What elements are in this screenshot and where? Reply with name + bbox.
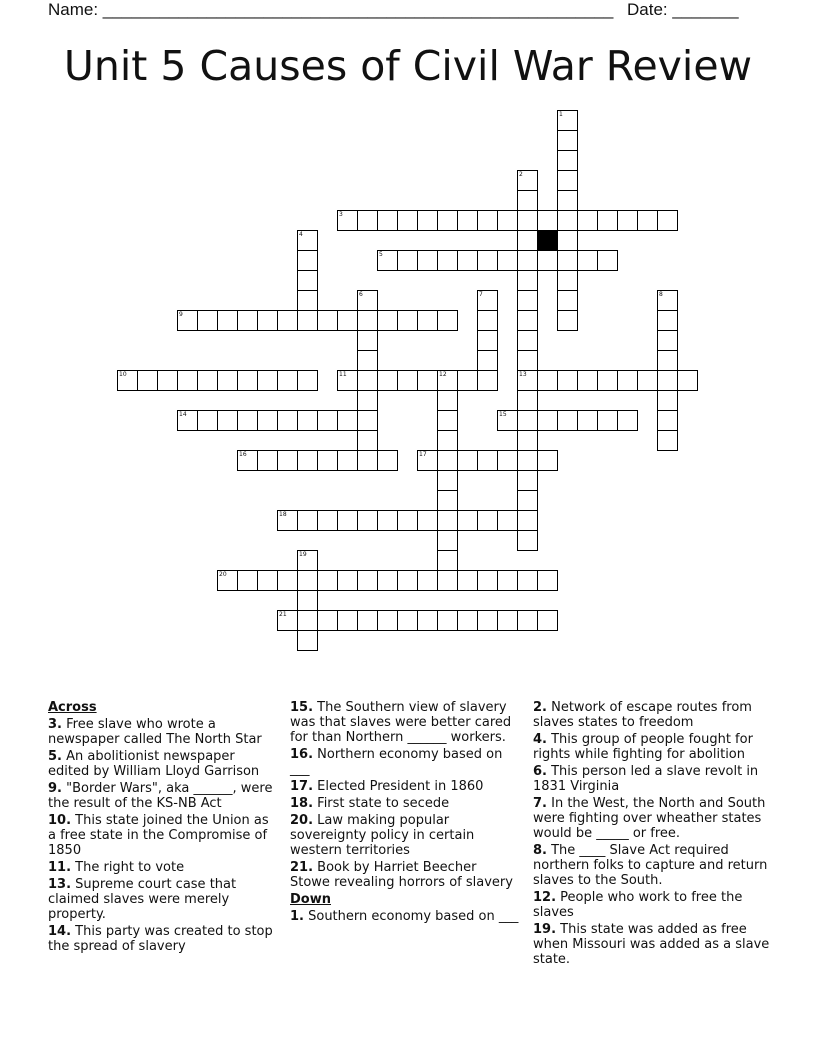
answer-cell[interactable]	[437, 370, 458, 391]
answer-cell[interactable]	[397, 250, 418, 271]
answer-cell[interactable]	[517, 210, 538, 231]
answer-cell[interactable]	[277, 570, 298, 591]
answer-cell[interactable]	[537, 570, 558, 591]
answer-cell[interactable]	[477, 330, 498, 351]
clue-number: 6.	[533, 764, 547, 779]
answer-cell[interactable]	[417, 210, 438, 231]
answer-cell[interactable]	[357, 290, 378, 311]
clue-column-3	[533, 700, 773, 969]
answer-cell[interactable]	[457, 250, 478, 271]
answer-cell[interactable]	[637, 210, 658, 231]
name-field-label: Name: ______________________________________________________	[48, 0, 614, 19]
clue-number: 13.	[48, 877, 72, 892]
answer-cell[interactable]	[437, 450, 458, 471]
down-clue-2	[533, 700, 773, 730]
answer-cell[interactable]	[457, 510, 478, 531]
answer-cell[interactable]	[397, 310, 418, 331]
answer-cell[interactable]	[217, 410, 238, 431]
clue-number: 9	[179, 311, 183, 318]
answer-cell[interactable]	[297, 230, 318, 251]
answer-cell[interactable]	[657, 370, 678, 391]
answer-cell[interactable]	[437, 530, 458, 551]
answer-cell[interactable]	[357, 370, 378, 391]
answer-cell[interactable]	[437, 510, 458, 531]
answer-cell[interactable]	[317, 410, 338, 431]
answer-cell[interactable]	[457, 610, 478, 631]
answer-cell[interactable]	[417, 510, 438, 531]
answer-cell[interactable]	[537, 410, 558, 431]
answer-cell[interactable]	[477, 210, 498, 231]
clue-number: 12.	[533, 890, 557, 905]
answer-cell[interactable]	[397, 510, 418, 531]
answer-cell[interactable]	[557, 370, 578, 391]
answer-cell[interactable]	[657, 310, 678, 331]
answer-cell[interactable]	[517, 290, 538, 311]
clue-number: 17	[419, 451, 427, 458]
answer-cell[interactable]	[117, 370, 138, 391]
clue-number: 19.	[533, 922, 557, 937]
clue-number: 9.	[48, 781, 62, 796]
clue-number: 20.	[290, 813, 314, 828]
answer-cell[interactable]	[457, 450, 478, 471]
clue-text: Northern economy based on ___	[290, 747, 503, 777]
clue-column-1	[48, 700, 276, 956]
down-clue-12	[533, 890, 773, 920]
answer-cell[interactable]	[437, 490, 458, 511]
answer-cell[interactable]	[497, 450, 518, 471]
answer-cell[interactable]	[257, 310, 278, 331]
answer-cell[interactable]	[297, 630, 318, 651]
answer-cell[interactable]	[557, 290, 578, 311]
clue-text: Law making popular sovereignty policy in certain western territories	[290, 813, 475, 858]
clue-number: 16	[239, 451, 247, 458]
answer-cell[interactable]	[397, 570, 418, 591]
black-square	[537, 230, 558, 251]
answer-cell[interactable]	[677, 370, 698, 391]
answer-cell[interactable]	[357, 390, 378, 411]
date-field-label: Date: _______	[627, 0, 739, 19]
clue-number: 21.	[290, 860, 314, 875]
across-clue-11	[48, 860, 276, 875]
answer-cell[interactable]	[357, 610, 378, 631]
clue-number: 5.	[48, 749, 62, 764]
answer-cell[interactable]	[417, 570, 438, 591]
clue-number: 20	[219, 571, 227, 578]
answer-cell[interactable]	[377, 570, 398, 591]
answer-cell[interactable]	[337, 210, 358, 231]
answer-cell[interactable]	[257, 370, 278, 391]
answer-cell[interactable]	[297, 550, 318, 571]
answer-cell[interactable]	[297, 290, 318, 311]
answer-cell[interactable]	[217, 370, 238, 391]
clue-number: 12	[439, 371, 447, 378]
clue-number: 1	[559, 111, 563, 118]
answer-cell[interactable]	[577, 410, 598, 431]
answer-cell[interactable]	[417, 610, 438, 631]
answer-cell[interactable]	[557, 130, 578, 151]
down-clue-7	[533, 796, 773, 841]
clue-number: 2.	[533, 700, 547, 715]
across-clue-13	[48, 877, 276, 922]
answer-cell[interactable]	[357, 210, 378, 231]
clue-number: 5	[379, 251, 383, 258]
clue-text: Elected President in 1860	[313, 779, 484, 794]
answer-cell[interactable]	[597, 370, 618, 391]
answer-cell[interactable]	[177, 310, 198, 331]
answer-cell[interactable]	[517, 410, 538, 431]
answer-cell[interactable]	[437, 250, 458, 271]
across-clue-3	[48, 717, 276, 747]
answer-cell[interactable]	[377, 610, 398, 631]
answer-cell[interactable]	[377, 450, 398, 471]
clue-text: Southern economy based on ___	[303, 909, 519, 924]
answer-cell[interactable]	[337, 370, 358, 391]
answer-cell[interactable]	[437, 470, 458, 491]
answer-cell[interactable]	[277, 450, 298, 471]
answer-cell[interactable]	[137, 370, 158, 391]
answer-cell[interactable]	[237, 410, 258, 431]
answer-cell[interactable]	[537, 450, 558, 471]
answer-cell[interactable]	[397, 370, 418, 391]
clue-number: 4	[299, 231, 303, 238]
answer-cell[interactable]	[397, 610, 418, 631]
answer-cell[interactable]	[277, 510, 298, 531]
clue-text: This person led a slave revolt in 1831 Virginia	[533, 764, 759, 794]
answer-cell[interactable]	[337, 450, 358, 471]
answer-cell[interactable]	[557, 210, 578, 231]
answer-cell[interactable]	[477, 290, 498, 311]
answer-cell[interactable]	[157, 370, 178, 391]
answer-cell[interactable]	[517, 370, 538, 391]
answer-cell[interactable]	[657, 210, 678, 231]
down-heading: Down	[290, 892, 331, 907]
answer-cell[interactable]	[417, 370, 438, 391]
answer-cell[interactable]	[297, 310, 318, 331]
answer-cell[interactable]	[317, 310, 338, 331]
across-clue-21	[290, 860, 520, 890]
clue-text: People who work to free the slaves	[533, 890, 743, 920]
down-clue-6	[533, 764, 773, 794]
answer-cell[interactable]	[437, 390, 458, 411]
answer-cell[interactable]	[657, 410, 678, 431]
page-title: Unit 5 Causes of Civil War Review	[63, 42, 753, 90]
answer-cell[interactable]	[177, 410, 198, 431]
answer-cell[interactable]	[437, 210, 458, 231]
clue-number: 3	[339, 211, 343, 218]
answer-cell[interactable]	[197, 410, 218, 431]
answer-cell[interactable]	[337, 310, 358, 331]
answer-cell[interactable]	[517, 390, 538, 411]
answer-cell[interactable]	[297, 590, 318, 611]
answer-cell[interactable]	[237, 310, 258, 331]
across-clue-20	[290, 813, 520, 858]
answer-cell[interactable]	[357, 310, 378, 331]
answer-cell[interactable]	[597, 410, 618, 431]
answer-cell[interactable]	[637, 370, 658, 391]
answer-cell[interactable]	[517, 510, 538, 531]
answer-cell[interactable]	[437, 410, 458, 431]
answer-cell[interactable]	[437, 310, 458, 331]
answer-cell[interactable]	[337, 610, 358, 631]
answer-cell[interactable]	[537, 370, 558, 391]
answer-cell[interactable]	[517, 570, 538, 591]
clue-number: 3.	[48, 717, 62, 732]
answer-cell[interactable]	[557, 410, 578, 431]
clue-number: 14	[179, 411, 187, 418]
answer-cell[interactable]	[517, 430, 538, 451]
answer-cell[interactable]	[517, 490, 538, 511]
answer-cell[interactable]	[297, 250, 318, 271]
answer-cell[interactable]	[657, 390, 678, 411]
answer-cell[interactable]	[437, 550, 458, 571]
clue-number: 8.	[533, 843, 547, 858]
answer-cell[interactable]	[237, 450, 258, 471]
answer-cell[interactable]	[337, 570, 358, 591]
answer-cell[interactable]	[517, 450, 538, 471]
answer-cell[interactable]	[377, 510, 398, 531]
answer-cell[interactable]	[257, 450, 278, 471]
down-clue-8	[533, 843, 773, 888]
clue-text: This party was created to stop the spread of slavery	[48, 924, 273, 954]
clue-number: 13	[519, 371, 527, 378]
answer-cell[interactable]	[537, 210, 558, 231]
answer-cell[interactable]	[197, 370, 218, 391]
answer-cell[interactable]	[237, 570, 258, 591]
answer-cell[interactable]	[177, 370, 198, 391]
clue-number: 6	[359, 291, 363, 298]
answer-cell[interactable]	[657, 430, 678, 451]
answer-cell[interactable]	[497, 210, 518, 231]
answer-cell[interactable]	[197, 310, 218, 331]
clue-number: 7	[479, 291, 483, 298]
clue-number: 15.	[290, 700, 314, 715]
answer-cell[interactable]	[457, 210, 478, 231]
answer-cell[interactable]	[417, 450, 438, 471]
clue-number: 2	[519, 171, 523, 178]
answer-cell[interactable]	[437, 570, 458, 591]
answer-cell[interactable]	[577, 250, 598, 271]
clue-text: The Southern view of slavery was that slaves were better cared for than Northern ______ workers.	[290, 700, 512, 745]
answer-cell[interactable]	[217, 310, 238, 331]
answer-cell[interactable]	[557, 310, 578, 331]
clue-text: Network of escape routes from slaves states to freedom	[533, 700, 752, 730]
down-clue-4	[533, 732, 773, 762]
answer-cell[interactable]	[217, 570, 238, 591]
answer-cell[interactable]	[577, 370, 598, 391]
answer-cell[interactable]	[657, 350, 678, 371]
answer-cell[interactable]	[337, 410, 358, 431]
answer-cell[interactable]	[317, 570, 338, 591]
answer-cell[interactable]	[297, 370, 318, 391]
answer-cell[interactable]	[257, 410, 278, 431]
clue-number: 14.	[48, 924, 72, 939]
answer-cell[interactable]	[297, 570, 318, 591]
across-clue-5	[48, 749, 276, 779]
clue-text: First state to secede	[313, 796, 450, 811]
down-clue-19	[533, 922, 773, 967]
answer-cell[interactable]	[297, 610, 318, 631]
clue-text: Free slave who wrote a newspaper called The North Star	[48, 717, 262, 747]
answer-cell[interactable]	[377, 310, 398, 331]
clue-number: 21	[279, 611, 287, 618]
answer-cell[interactable]	[277, 410, 298, 431]
answer-cell[interactable]	[357, 330, 378, 351]
answer-cell[interactable]	[597, 250, 618, 271]
answer-cell[interactable]	[477, 370, 498, 391]
answer-cell[interactable]	[417, 250, 438, 271]
clue-number: 15	[499, 411, 507, 418]
answer-cell[interactable]	[417, 310, 438, 331]
answer-cell[interactable]	[517, 230, 538, 251]
answer-cell[interactable]	[277, 370, 298, 391]
down-clue-1	[290, 909, 520, 924]
answer-cell[interactable]	[297, 450, 318, 471]
answer-cell[interactable]	[397, 210, 418, 231]
answer-cell[interactable]	[517, 190, 538, 211]
clue-number: 16.	[290, 747, 314, 762]
across-clue-16	[290, 747, 520, 777]
answer-cell[interactable]	[437, 610, 458, 631]
clue-number: 11	[339, 371, 347, 378]
answer-cell[interactable]	[577, 210, 598, 231]
clue-number: 17.	[290, 779, 314, 794]
clue-text: In the West, the North and South were fighting over wheather states would be _____ or free.	[533, 796, 766, 841]
clue-text: Book by Harriet Beecher Stowe revealing horrors of slavery	[290, 860, 513, 890]
answer-cell[interactable]	[297, 270, 318, 291]
clue-number: 11.	[48, 860, 72, 875]
answer-cell[interactable]	[237, 370, 258, 391]
answer-cell[interactable]	[517, 350, 538, 371]
answer-cell[interactable]	[277, 610, 298, 631]
answer-cell[interactable]	[437, 430, 458, 451]
answer-cell[interactable]	[537, 250, 558, 271]
answer-cell[interactable]	[517, 610, 538, 631]
answer-cell[interactable]	[537, 610, 558, 631]
across-clue-14	[48, 924, 276, 954]
answer-cell[interactable]	[357, 450, 378, 471]
answer-cell[interactable]	[557, 250, 578, 271]
answer-cell[interactable]	[617, 210, 638, 231]
answer-cell[interactable]	[317, 450, 338, 471]
answer-cell[interactable]	[457, 370, 478, 391]
answer-cell[interactable]	[477, 570, 498, 591]
answer-cell[interactable]	[517, 270, 538, 291]
across-clue-18	[290, 796, 520, 811]
clue-number: 10.	[48, 813, 72, 828]
answer-cell[interactable]	[457, 570, 478, 591]
answer-cell[interactable]	[517, 250, 538, 271]
answer-cell[interactable]	[517, 330, 538, 351]
answer-cell[interactable]	[357, 350, 378, 371]
across-clue-15	[290, 700, 520, 745]
clue-text: Supreme court case that claimed slaves were merely property.	[48, 877, 237, 922]
answer-cell[interactable]	[557, 230, 578, 251]
answer-cell[interactable]	[477, 610, 498, 631]
clue-text: This state was added as free when Missouri was added as a slave state.	[533, 922, 770, 967]
clue-number: 18.	[290, 796, 314, 811]
answer-cell[interactable]	[357, 570, 378, 591]
clue-text: The right to vote	[71, 860, 185, 875]
answer-cell[interactable]	[357, 510, 378, 531]
answer-cell[interactable]	[557, 150, 578, 171]
clue-text: The ____ Slave Act required northern folks to capture and return slaves to the South.	[533, 843, 768, 888]
clue-number: 7.	[533, 796, 547, 811]
across-clue-9	[48, 781, 276, 811]
answer-cell[interactable]	[617, 370, 638, 391]
answer-cell[interactable]	[497, 410, 518, 431]
answer-cell[interactable]	[317, 610, 338, 631]
clue-number: 8	[659, 291, 663, 298]
answer-cell[interactable]	[497, 510, 518, 531]
answer-cell[interactable]	[297, 510, 318, 531]
answer-cell[interactable]	[297, 410, 318, 431]
clue-text: An abolitionist newspaper edited by William Lloyd Garrison	[48, 749, 260, 779]
answer-cell[interactable]	[557, 190, 578, 211]
answer-cell[interactable]	[377, 370, 398, 391]
clue-text: This group of people fought for rights while fighting for abolition	[533, 732, 753, 762]
answer-cell[interactable]	[477, 350, 498, 371]
answer-cell[interactable]	[357, 410, 378, 431]
answer-cell[interactable]	[337, 510, 358, 531]
across-clue-17	[290, 779, 520, 794]
clue-number: 19	[299, 551, 307, 558]
answer-cell[interactable]	[497, 250, 518, 271]
answer-cell[interactable]	[657, 290, 678, 311]
answer-cell[interactable]	[517, 470, 538, 491]
clue-text: "Border Wars", aka ______, were the result of the KS-NB Act	[48, 781, 273, 811]
across-heading: Across	[48, 700, 97, 715]
clue-number: 18	[279, 511, 287, 518]
answer-cell[interactable]	[257, 570, 278, 591]
answer-cell[interactable]	[317, 510, 338, 531]
answer-cell[interactable]	[477, 510, 498, 531]
answer-cell[interactable]	[657, 330, 678, 351]
answer-cell[interactable]	[597, 210, 618, 231]
answer-cell[interactable]	[497, 610, 518, 631]
answer-cell[interactable]	[377, 210, 398, 231]
answer-cell[interactable]	[557, 110, 578, 131]
answer-cell[interactable]	[477, 310, 498, 331]
across-clue-10	[48, 813, 276, 858]
answer-cell[interactable]	[617, 410, 638, 431]
answer-cell[interactable]	[517, 170, 538, 191]
answer-cell[interactable]	[377, 250, 398, 271]
answer-cell[interactable]	[277, 310, 298, 331]
answer-cell[interactable]	[557, 170, 578, 191]
answer-cell[interactable]	[557, 270, 578, 291]
clue-number: 4.	[533, 732, 547, 747]
answer-cell[interactable]	[497, 570, 518, 591]
answer-cell[interactable]	[477, 450, 498, 471]
clue-column-2	[290, 700, 520, 926]
answer-cell[interactable]	[517, 310, 538, 331]
answer-cell[interactable]	[517, 530, 538, 551]
answer-cell[interactable]	[477, 250, 498, 271]
answer-cell[interactable]	[357, 430, 378, 451]
clue-number: 1.	[290, 909, 304, 924]
clue-number: 10	[119, 371, 127, 378]
clue-text: This state joined the Union as a free state in the Compromise of 1850	[48, 813, 269, 858]
